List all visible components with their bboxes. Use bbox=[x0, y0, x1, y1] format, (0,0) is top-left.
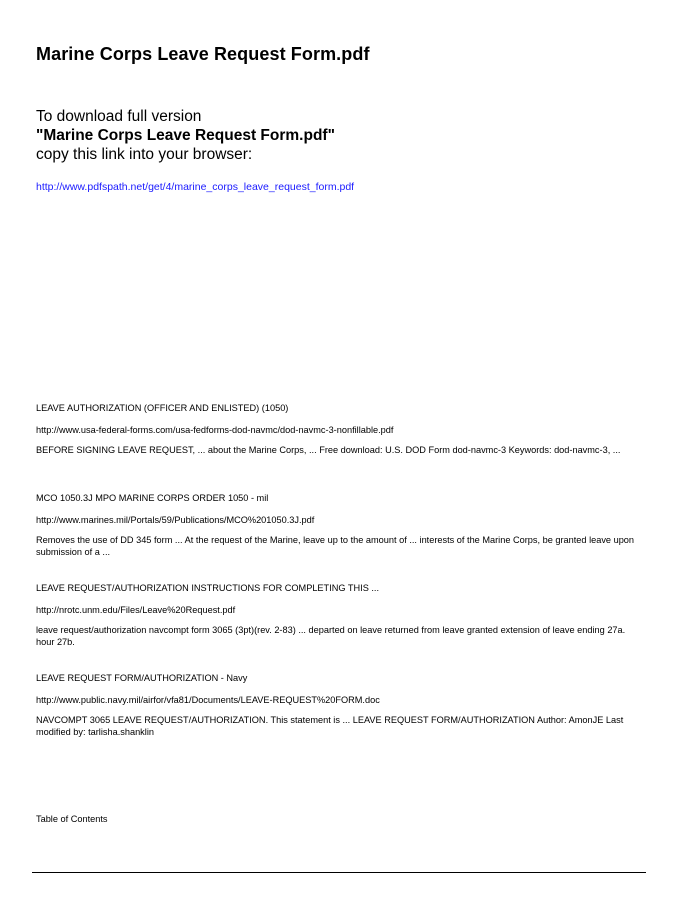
result-url: http://www.public.navy.mil/airfor/vfa81/Documents/LEAVE-REQUEST%20FORM.doc bbox=[36, 695, 380, 705]
result-title: MCO 1050.3J MPO MARINE CORPS ORDER 1050 - mil bbox=[36, 493, 269, 503]
result-item bbox=[36, 492, 646, 558]
result-url: http://nrotc.unm.edu/Files/Leave%20Request.pdf bbox=[36, 605, 236, 615]
result-title: LEAVE REQUEST FORM/AUTHORIZATION - Navy bbox=[36, 673, 248, 683]
table-of-contents-label: Table of Contents bbox=[36, 814, 108, 824]
download-instruction-line: To download full version bbox=[36, 108, 202, 125]
result-description: leave request/authorization navcompt form 3065 (3pt)(rev. 2-83) ... departed on leave returned from leave granted extension of leave ending 27a. hour 27b. bbox=[36, 625, 626, 647]
result-url: http://www.marines.mil/Portals/59/Publications/MCO%201050.3J.pdf bbox=[36, 515, 315, 525]
result-title: LEAVE REQUEST/AUTHORIZATION INSTRUCTIONS FOR COMPLETING THIS ... bbox=[36, 583, 380, 593]
result-description: NAVCOMPT 3065 LEAVE REQUEST/AUTHORIZATION. This statement is ... LEAVE REQUEST FORM/AUTHORIZATION Author: AmonJE Last modified by: tarlisha.shanklin bbox=[36, 715, 624, 737]
result-item bbox=[36, 672, 646, 738]
document-title: Marine Corps Leave Request Form.pdf bbox=[36, 44, 370, 64]
result-description: BEFORE SIGNING LEAVE REQUEST, ... about the Marine Corps, ... Free download: U.S. DOD Form dod-navmc-3 Keywords: dod-navmc-3, ... bbox=[36, 445, 621, 455]
download-copy-instruction: copy this link into your browser: bbox=[36, 146, 253, 163]
result-url: http://www.usa-federal-forms.com/usa-fedforms-dod-navmc/dod-navmc-3-nonfillable.pdf bbox=[36, 425, 394, 435]
result-title: LEAVE AUTHORIZATION (OFFICER AND ENLISTED) (1050) bbox=[36, 403, 289, 413]
result-item bbox=[36, 402, 646, 468]
footer-divider bbox=[32, 872, 646, 873]
search-results-list bbox=[36, 402, 646, 738]
download-link[interactable]: http://www.pdfspath.net/get/4/marine_corps_leave_request_form.pdf bbox=[36, 181, 355, 193]
result-description: Removes the use of DD 345 form ... At the request of the Marine, leave up to the amount of ... interests of the Marine Corps, be granted leave upon submission of a ... bbox=[36, 535, 635, 557]
download-filename: "Marine Corps Leave Request Form.pdf" bbox=[36, 127, 335, 144]
result-item bbox=[36, 582, 646, 648]
